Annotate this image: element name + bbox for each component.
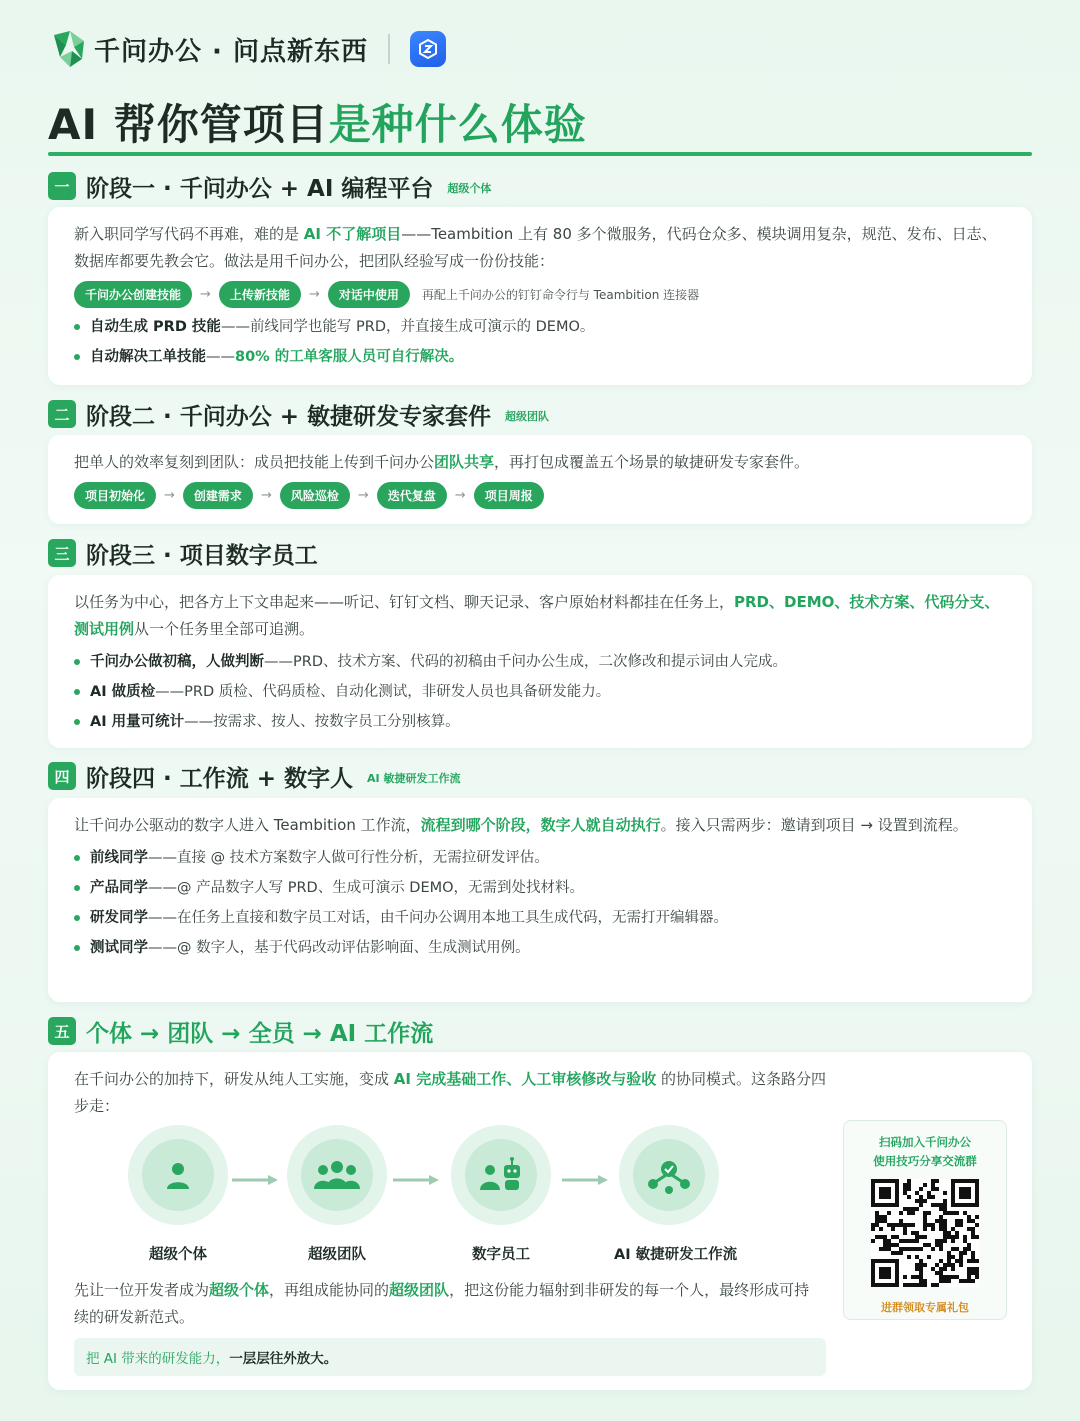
bullet-dot-icon [74,659,80,665]
chip-upload-skill: 上传新技能 [219,281,301,308]
intro-text: 以任务为中心，把各方上下文串起来——听记、钉钉文档、聊天记录、客户原始材料都挂在任务上， [74,593,735,611]
section-3-card [48,575,1032,748]
bullet-dot-icon [74,354,80,360]
intro-highlight: AI 不了解项目 [303,225,402,243]
bullet-dot-icon [74,855,80,861]
flow-node-ai-workflow [614,1125,738,1264]
chip-note: 再配上千问办公的钉钉命令行与 Teambition 连接器 [421,288,700,302]
note-bold: 一层层往外放大。 [229,1351,338,1367]
section-2-title: 阶段二 · 千问办公 + 敏捷研发专家套件 [86,403,492,430]
section-2-header [48,399,549,429]
list-item [74,873,1006,903]
section-1-card [48,207,1032,385]
bullet-dot-icon [74,719,80,725]
intro-highlight: PRD、DEMO、技术方案、代码分支、测试用例 [74,593,1000,638]
page-title [48,92,587,152]
chip-use-in-chat: 对话中使用 [328,281,410,308]
section-2-chips [74,482,1006,509]
section-1-title: 阶段一 · 千问办公 + AI 编程平台 [86,175,434,202]
intro-text: 。接入只需两步：邀请到项目 → 设置到流程。 [660,816,968,834]
bullet-dot-icon [74,689,80,695]
bullet-dot-icon [74,324,80,330]
team-icon [309,1158,365,1192]
list-item [74,933,1006,963]
flow-arrow-icon [562,1175,608,1185]
bullet-bold: AI 做质检 [90,684,156,700]
title-part-1: AI 帮你管项目 [48,100,329,149]
list-item [74,677,1006,707]
flow-label: 超级个体 [149,1247,207,1263]
bullet-highlight: 80% 的工单客服人员可自行解决。 [235,349,464,365]
section-1-intro [74,221,1006,275]
bullet-text: —— [206,349,235,365]
qr-footer: 进群领取专属礼包 [881,1301,969,1314]
flow-node-circle [619,1125,719,1225]
chip-create-requirement: 创建需求 [183,482,253,509]
qr-title-line-1: 扫码加入千问办公 [879,1135,971,1149]
section-3-title: 阶段三 · 项目数字员工 [86,542,318,569]
flow-node-inner [142,1139,214,1211]
app-icon [410,31,446,67]
bullet-text: ——PRD、技术方案、代码的初稿由千问办公生成，二次修改和提示词由人完成。 [264,654,787,670]
section-2-intro [74,449,1006,476]
flow-node-circle [128,1125,228,1225]
intro-text: 让千问办公驱动的数字人进入 Teambition 工作流， [74,816,421,834]
bullet-text: ——直接 @ 技术方案数字人做可行性分析，无需拉研发评估。 [148,850,549,866]
list-item [74,312,1006,342]
section-3-intro [74,589,1006,643]
bullet-text: ——@ 产品数字人写 PRD、生成可演示 DEMO，无需到处找材料。 [148,880,585,896]
note-text: 把 AI 带来的研发能力， [86,1351,230,1367]
qianwen-logo-icon [50,29,88,69]
intro-text: ——Teambition 上有 80 多个微服务，代码仓众多、模块调用复杂，规范、发布、日志、数据库都要先教会它。做法是用千问办公，把团队经验写成一份份技能： [74,225,997,270]
outro-highlight: 超级团队 [389,1281,450,1299]
section-2-card [48,435,1032,524]
arrow-right-icon: → [200,287,211,302]
arrow-right-icon: → [357,488,369,503]
bullet-text: ——在任务上直接和数字员工对话，由千问办公调用本地工具生成代码，无需打开编辑器。 [148,910,728,926]
flow-node-super-team [282,1125,392,1264]
flow-node-inner [465,1139,537,1211]
outro-highlight: 超级个体 [209,1281,270,1299]
arrow-right-icon: → [260,488,272,503]
flow-node-digital-employee [446,1125,556,1264]
person-icon [161,1158,195,1192]
outro-text: ，再组成能协同的 [269,1281,390,1299]
chip-iteration-review: 迭代复盘 [377,482,447,509]
bullet-text: ——@ 数字人，基于代码改动评估影响面、生成测试用例。 [148,940,530,956]
list-item [74,903,1006,933]
section-5-number: 五 [48,1017,76,1045]
workflow-icon [644,1155,694,1195]
chip-weekly-report: 项目周报 [474,482,544,509]
intro-text: 把单人的效率复刻到团队：成员把技能上传到千问办公 [74,453,435,471]
section-5-intro [74,1066,834,1120]
section-1-tag: 超级个体 [447,182,492,195]
bullet-dot-icon [74,915,80,921]
list-item [74,647,1006,677]
bullet-bold: 自动解决工单技能 [90,349,206,365]
section-5-title: 个体 → 团队 → 全员 → AI 工作流 [86,1020,434,1047]
bullet-dot-icon [74,945,80,951]
chip-risk-check: 风险巡检 [280,482,350,509]
intro-text: 从一个任务里全部可追溯。 [134,620,315,638]
section-4-number: 四 [48,762,76,790]
flow-node-inner [301,1139,373,1211]
outro-text: ，把这份能力辐射到非研发的每一个人，最终形成可持续的研发新范式。 [74,1281,810,1326]
chip-create-skill: 千问办公创建技能 [74,281,192,308]
section-4-title: 阶段四 · 工作流 + 数字人 [86,765,354,792]
intro-highlight: 流程到哪个阶段，数字人就自动执行 [420,816,661,834]
teambition-icon [417,38,439,60]
section-2-number: 二 [48,400,76,428]
bullet-bold: 千问办公做初稿，人做判断 [90,654,264,670]
intro-text: ，再打包成覆盖五个场景的敏捷研发专家套件。 [494,453,810,471]
bullet-dot-icon [74,885,80,891]
section-4-header [48,761,460,791]
flow-label: 数字员工 [472,1247,530,1263]
section-5-header [48,1016,433,1046]
list-item [74,707,1006,737]
summary-note [74,1338,826,1376]
flow-label: AI 敏捷研发工作流 [614,1247,738,1263]
outro-text: 先让一位开发者成为 [74,1281,210,1299]
section-3-header [48,538,318,568]
arrow-right-icon: → [164,488,175,503]
section-4-intro [74,812,1006,839]
bullet-text: ——按需求、按人、按数字员工分别核算。 [184,714,460,730]
section-2-tag: 超级团队 [505,410,550,423]
section-1-header [48,171,491,201]
arrow-right-icon: → [308,287,320,302]
qr-code-icon[interactable] [871,1179,979,1287]
chip-project-init: 项目初始化 [74,482,156,509]
flow-node-super-individual [123,1125,233,1264]
flow-arrow-icon [232,1175,278,1185]
flow-arrow-icon [393,1175,439,1185]
bullet-bold: 研发同学 [90,910,148,926]
bullet-text: ——前线同学也能写 PRD，并直接生成可演示的 DEMO。 [220,319,595,335]
flow-node-circle [451,1125,551,1225]
evolution-flow [120,1125,760,1275]
brand-name: 千问办公 · 问点新东西 [94,36,368,67]
list-item [74,342,1006,372]
header [50,28,446,70]
section-3-number: 三 [48,539,76,567]
qr-title-line-2: 使用技巧分享交流群 [873,1154,977,1168]
person-robot-icon [476,1157,526,1193]
title-part-2: 是种什么体验 [328,100,587,149]
bullet-bold: AI 用量可统计 [90,714,185,730]
bullet-bold: 自动生成 PRD 技能 [90,319,221,335]
section-1-number: 一 [48,172,76,200]
intro-text: 的协同模式。这条路分四步走： [74,1070,826,1115]
intro-highlight: 团队共享 [434,453,495,471]
bullet-bold: 前线同学 [90,850,148,866]
intro-highlight: AI 完成基础工作、人工审核修改与验收 [393,1070,657,1088]
section-5-outro [74,1277,824,1331]
intro-text: 在千问办公的加持下，研发从纯人工实施，变成 [74,1070,394,1088]
qr-card [843,1120,1007,1320]
title-underline [48,152,1032,156]
section-4-tag: AI 敏捷研发工作流 [367,772,461,785]
arrow-right-icon: → [454,488,466,503]
section-4-card [48,798,1032,1002]
intro-text: 新入职同学写代码不再难，难的是 [74,225,304,243]
section-1-chips [74,281,1006,308]
list-item [74,843,1006,873]
bullet-bold: 测试同学 [90,940,148,956]
flow-node-circle [287,1125,387,1225]
header-divider [388,34,390,64]
flow-node-inner [633,1139,705,1211]
flow-label: 超级团队 [308,1247,366,1263]
bullet-bold: 产品同学 [90,880,148,896]
bullet-text: ——PRD 质检、代码质检、自动化测试，非研发人员也具备研发能力。 [155,684,611,700]
